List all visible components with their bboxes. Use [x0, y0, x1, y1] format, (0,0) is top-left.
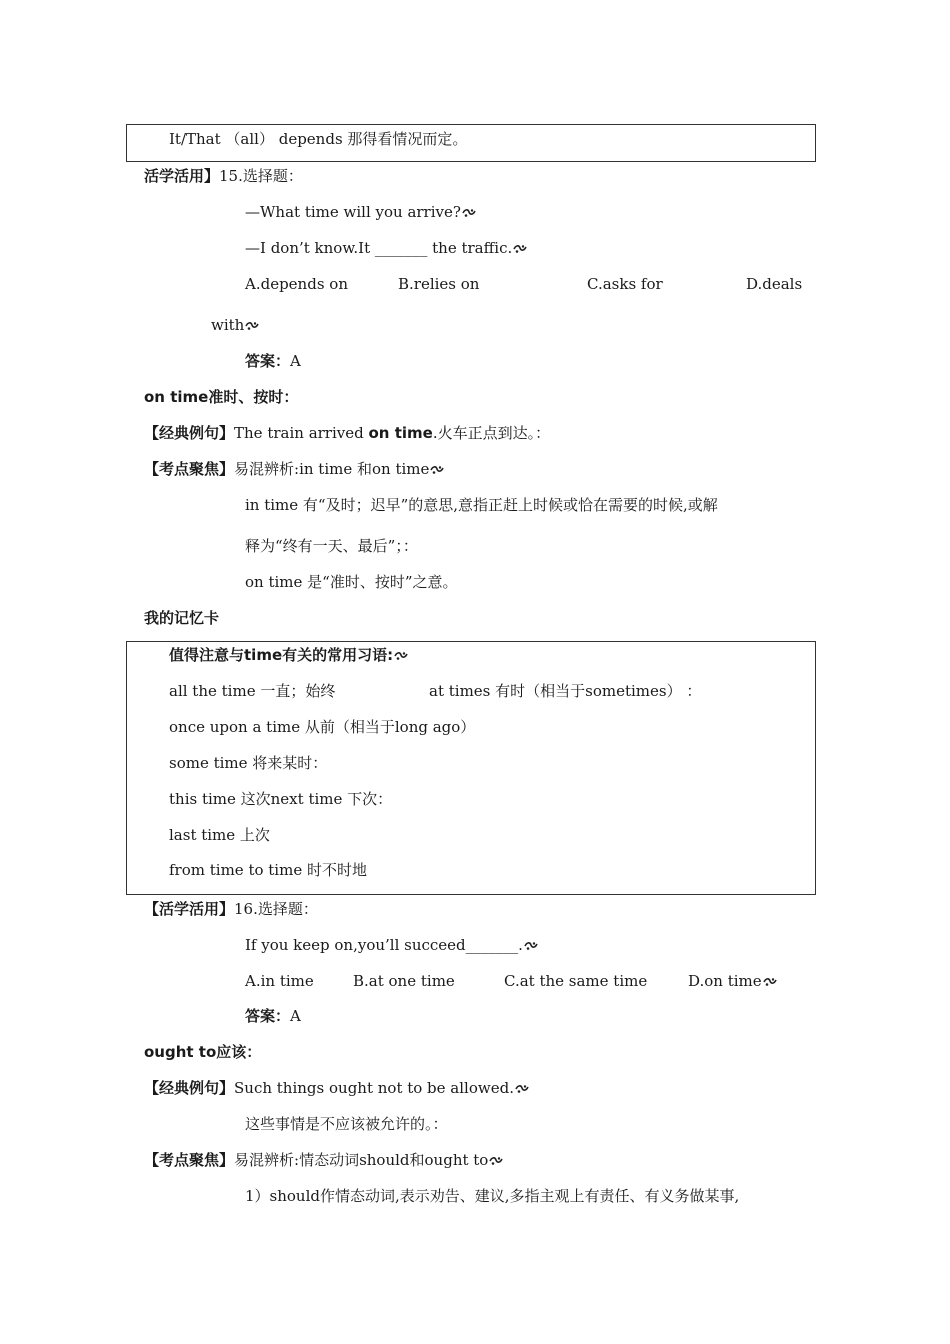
scribble-mark-icon — [394, 651, 408, 661]
s15-option-c: C.asks for — [587, 275, 663, 293]
memcard-item: at times 有时（相当于sometimes） ： — [429, 682, 702, 700]
memcard-head: 值得注意与time有关的常用习语: — [169, 646, 394, 664]
s15-option-b: B.relies on — [398, 275, 480, 293]
ontime-example-post: .火车正点到达。： — [432, 424, 551, 442]
memcard-item: last time 上次 — [169, 826, 270, 844]
memcard-title: 我的记忆卡 — [144, 609, 220, 627]
ontime-line-3: on time 是“准时、按时”之意。 — [245, 573, 458, 591]
s16-option-b: B.at one time — [353, 972, 455, 990]
ontime-focus-label: 【考点聚焦】 — [144, 460, 235, 478]
top-box-line: It/That （all） depends 那得看情况而定。 — [169, 130, 468, 148]
oughtto-example-zh: 这些事情是不应该被允许的。： — [245, 1115, 448, 1133]
ontime-focus-row — [144, 459, 444, 479]
s16-answer-row — [245, 1006, 301, 1026]
scribble-mark-icon — [515, 1084, 529, 1094]
scribble-mark-icon — [513, 244, 527, 254]
memcard-item: this time 这次next time 下次： — [169, 790, 393, 808]
s15-q1-row — [245, 202, 476, 222]
ontime-example-label: 【经典例句】 — [144, 424, 235, 442]
oughtto-focus-row — [144, 1150, 503, 1170]
s15-option-a: A.depends on — [245, 275, 348, 293]
s16-answer-label: 答案： — [245, 1007, 291, 1025]
oughtto-example: Such things ought not to be allowed. — [234, 1079, 514, 1097]
oughtto-example-row — [144, 1078, 529, 1098]
s15-option-d: D.deals — [746, 275, 803, 293]
scribble-mark-icon — [489, 1156, 503, 1166]
s15-q2: —I don’t know.It _______ the traffic. — [245, 239, 513, 257]
ontime-line-1: in time 有“及时；迟早”的意思,意指正赶上时候或恰在需要的时候,或解 — [245, 496, 718, 514]
s16-option-d-row — [688, 971, 777, 991]
ontime-example-row — [144, 423, 550, 443]
s15-option-d-cont: with — [211, 316, 245, 334]
oughtto-example-label: 【经典例句】 — [144, 1079, 235, 1097]
s16-question: If you keep on,you’ll succeed_______. — [245, 936, 523, 954]
memcard-head-row — [169, 645, 408, 665]
s15-answer-label: 答案： — [245, 352, 291, 370]
scribble-mark-icon — [524, 941, 538, 951]
oughtto-heading: ought to应该： — [144, 1043, 262, 1061]
s16-title: 16.选择题： — [234, 900, 318, 918]
s16-answer: A — [290, 1007, 301, 1025]
s16-option-d: D.on time — [688, 972, 762, 990]
scribble-mark-icon — [245, 321, 259, 331]
s15-q2-row — [245, 238, 527, 258]
s15-heading-row — [144, 166, 303, 186]
ontime-focus: 易混辨析:in time 和on time — [234, 460, 430, 478]
s16-heading-row — [144, 899, 318, 919]
scribble-mark-icon — [430, 465, 444, 475]
s15-q1: —What time will you arrive? — [245, 203, 461, 221]
scribble-mark-icon — [763, 977, 777, 987]
oughtto-focus: 易混辨析:情态动词should和ought to — [234, 1151, 489, 1169]
ontime-example-pre: The train arrived — [234, 424, 369, 442]
memcard-item: once upon a time 从前（相当于long ago） — [169, 718, 476, 736]
s15-heading: 活学活用】 — [144, 167, 220, 185]
s16-heading: 【活学活用】 — [144, 900, 235, 918]
ontime-heading-en: on time — [144, 388, 209, 406]
ontime-heading-row — [144, 387, 298, 407]
ontime-heading-zh: 准时、按时： — [208, 388, 299, 406]
s16-option-a: A.in time — [245, 972, 314, 990]
s15-answer-row — [245, 351, 301, 371]
ontime-example-bold: on time — [368, 424, 433, 442]
memcard-item: some time 将来某时： — [169, 754, 328, 772]
ontime-line-2: 释为“终有一天、最后”；： — [245, 537, 418, 555]
s15-option-d-cont-row — [211, 315, 259, 335]
memcard-item: all the time 一直；始终 — [169, 682, 336, 700]
memcard-item: from time to time 时不时地 — [169, 861, 367, 879]
s16-option-c: C.at the same time — [504, 972, 648, 990]
oughtto-focus-label: 【考点聚焦】 — [144, 1151, 235, 1169]
scribble-mark-icon — [462, 208, 476, 218]
s15-answer: A — [290, 352, 301, 370]
s16-question-row — [245, 935, 538, 955]
s15-title: 15.选择题： — [219, 167, 303, 185]
oughtto-paragraph-1: 1）should作情态动词,表示劝告、建议,多指主观上有责任、有义务做某事, — [245, 1187, 740, 1205]
